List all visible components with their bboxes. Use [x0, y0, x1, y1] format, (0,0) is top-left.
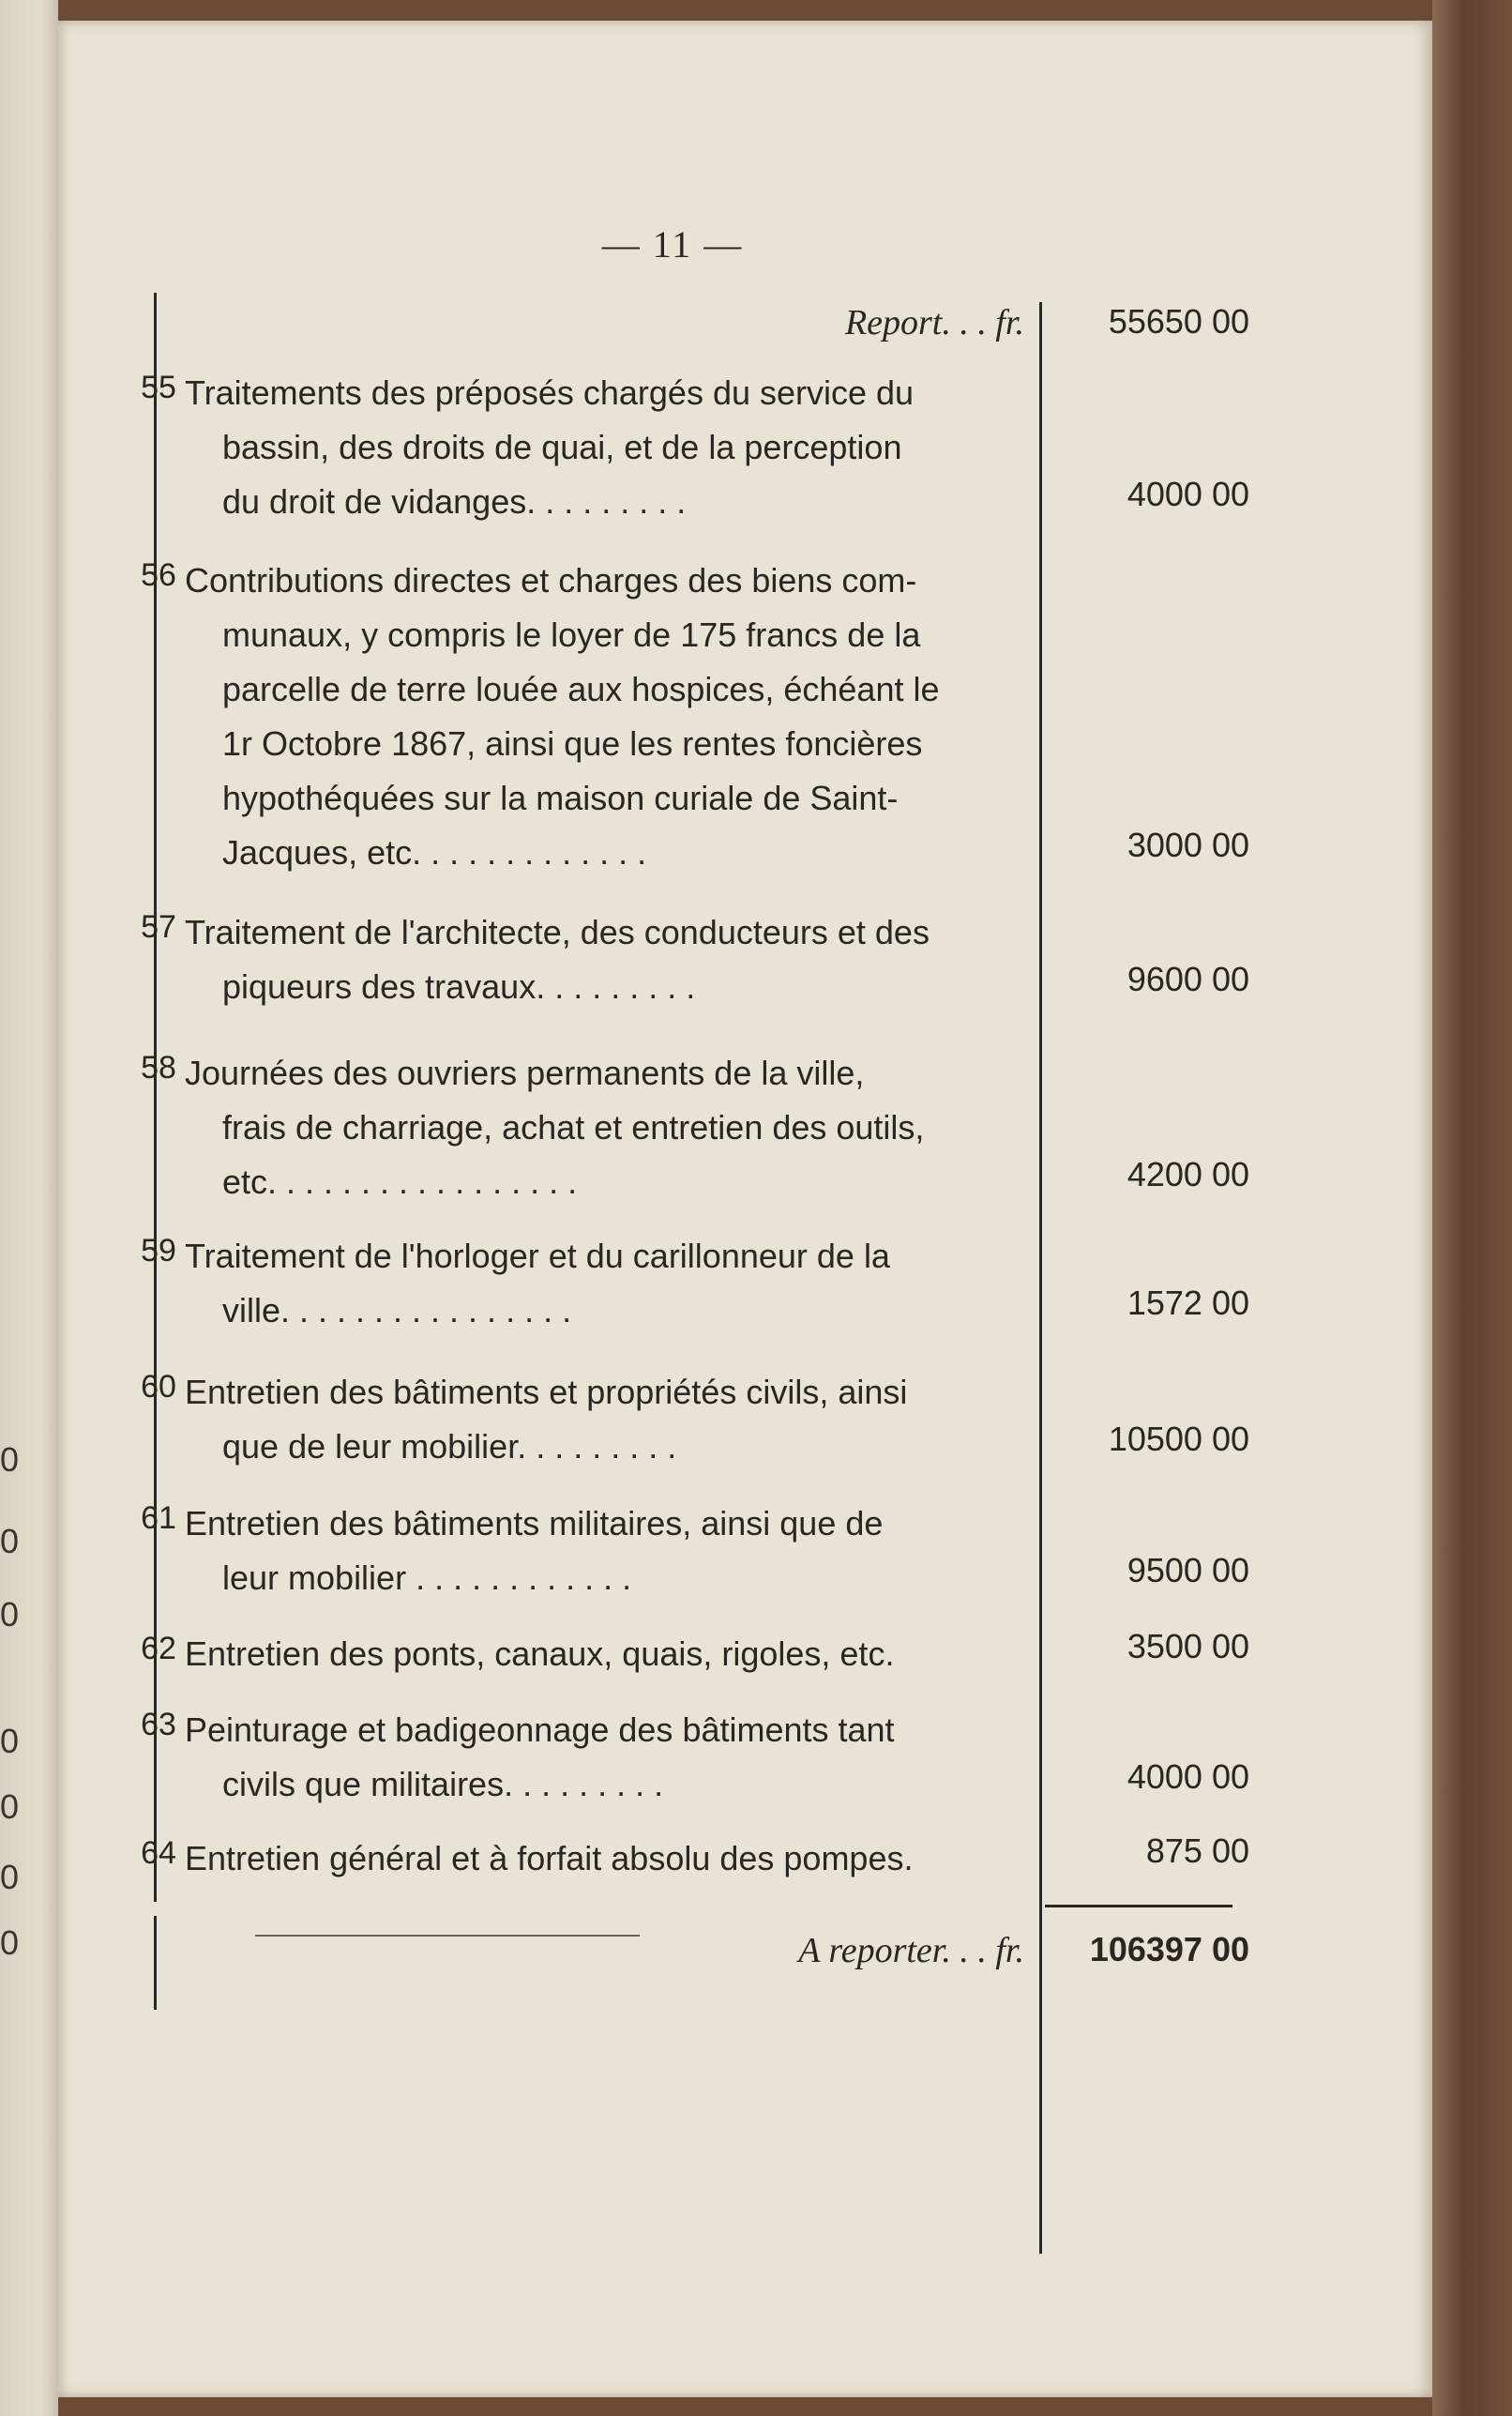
reporter-rule: [255, 1935, 640, 1937]
total-rule: [1045, 1905, 1232, 1907]
item-number: 60: [141, 1369, 176, 1405]
item-text-line: Journées des ouvriers permanents de la ville,: [185, 1054, 865, 1092]
item-number: 61: [141, 1500, 176, 1536]
edge-digit: 0: [0, 1858, 20, 1896]
a-reporter-label: A reporter. . . fr.: [798, 1931, 1024, 1970]
adjacent-page-edge: [0, 0, 58, 2416]
item-amount: 10500 00: [1108, 1420, 1249, 1458]
item-description: [185, 1831, 1034, 1886]
item-text-line: civils que militaires. . . . . . . . .: [222, 1765, 664, 1803]
item-description: [185, 554, 1034, 880]
edge-digit: 0: [0, 1923, 20, 1962]
item-amount: 9600 00: [1126, 960, 1249, 998]
item-text-line: Contributions directes et charges des biens com-: [185, 561, 917, 600]
item-description: [185, 1497, 1034, 1605]
page-number: — 11 —: [601, 223, 744, 266]
a-reporter-amount: 106397 00: [1089, 1930, 1249, 1968]
item-description: [185, 1365, 1034, 1474]
item-description: [185, 1046, 1034, 1209]
item-text-line: etc. . . . . . . . . . . . . . . . .: [222, 1162, 578, 1201]
item-text-line: Entretien des bâtiments et propriétés civils, ainsi: [185, 1373, 908, 1411]
item-description: [185, 905, 1034, 1014]
item-amount: 3000 00: [1126, 826, 1249, 864]
item-description: [185, 366, 1034, 529]
item-description: [185, 1229, 1034, 1338]
edge-digit: 0: [0, 1595, 20, 1633]
item-number: 55: [141, 370, 176, 405]
item-number: 58: [141, 1050, 176, 1086]
amount-column-rule: [1039, 302, 1042, 2254]
edge-digit: 0: [0, 1722, 20, 1760]
item-text-line: leur mobilier . . . . . . . . . . . .: [222, 1558, 632, 1597]
item-text-line: ville. . . . . . . . . . . . . . . .: [222, 1291, 572, 1330]
edge-digit: 0: [0, 1440, 20, 1479]
item-number: 62: [141, 1631, 176, 1666]
item-text-line: 1r Octobre 1867, ainsi que les rentes foncières: [222, 724, 923, 763]
report-label: Report. . . fr.: [844, 303, 1024, 342]
item-description: [185, 1627, 1034, 1681]
item-text-line: Jacques, etc. . . . . . . . . . . . .: [222, 833, 647, 872]
book-page: [58, 21, 1432, 2397]
item-text-line: Traitement de l'horloger et du carillonneur de la: [185, 1237, 890, 1275]
item-text-line: munaux, y compris le loyer de 175 francs de la: [222, 615, 921, 654]
edge-digit: 0: [0, 1787, 20, 1826]
item-number: 59: [141, 1233, 176, 1269]
item-amount: 4200 00: [1126, 1155, 1249, 1193]
book-cover-edge: [1432, 0, 1512, 2416]
item-amount: 875 00: [1145, 1831, 1249, 1870]
item-text-line: du droit de vidanges. . . . . . . . .: [222, 482, 687, 521]
item-text-line: Traitement de l'architecte, des conducteurs et des: [185, 913, 930, 951]
report-amount: 55650 00: [1108, 302, 1249, 341]
item-text-line: Entretien général et à forfait absolu des pompes.: [185, 1839, 914, 1877]
item-text-line: frais de charriage, achat et entretien des outils,: [222, 1108, 925, 1147]
item-number: 56: [141, 557, 176, 593]
item-amount: 3500 00: [1126, 1627, 1249, 1665]
item-amount: 1572 00: [1126, 1284, 1249, 1322]
item-text-line: hypothéquées sur la maison curiale de Saint-: [222, 779, 899, 817]
item-text-line: bassin, des droits de quai, et de la perception: [222, 428, 902, 466]
item-amount: 4000 00: [1126, 475, 1249, 513]
edge-digit: 0: [0, 1522, 20, 1560]
item-text-line: que de leur mobilier. . . . . . . . .: [222, 1427, 677, 1466]
item-text-line: Traitements des préposés chargés du service du: [185, 373, 915, 412]
item-description: [185, 1703, 1034, 1812]
item-number: 57: [141, 909, 176, 945]
item-amount: 9500 00: [1126, 1551, 1249, 1589]
item-text-line: Peinturage et badigeonnage des bâtiments tant: [185, 1710, 895, 1749]
item-text-line: piqueurs des travaux. . . . . . . . .: [222, 967, 696, 1006]
left-rule-bottom: [154, 1916, 157, 2010]
item-amount: 4000 00: [1126, 1757, 1249, 1796]
item-number: 63: [141, 1707, 176, 1742]
item-text-line: parcelle de terre louée aux hospices, échéant le: [222, 670, 940, 708]
item-text-line: Entretien des ponts, canaux, quais, rigoles, etc.: [185, 1634, 895, 1673]
item-text-line: Entretien des bâtiments militaires, ainsi que de: [185, 1504, 884, 1542]
item-number: 64: [141, 1835, 176, 1871]
